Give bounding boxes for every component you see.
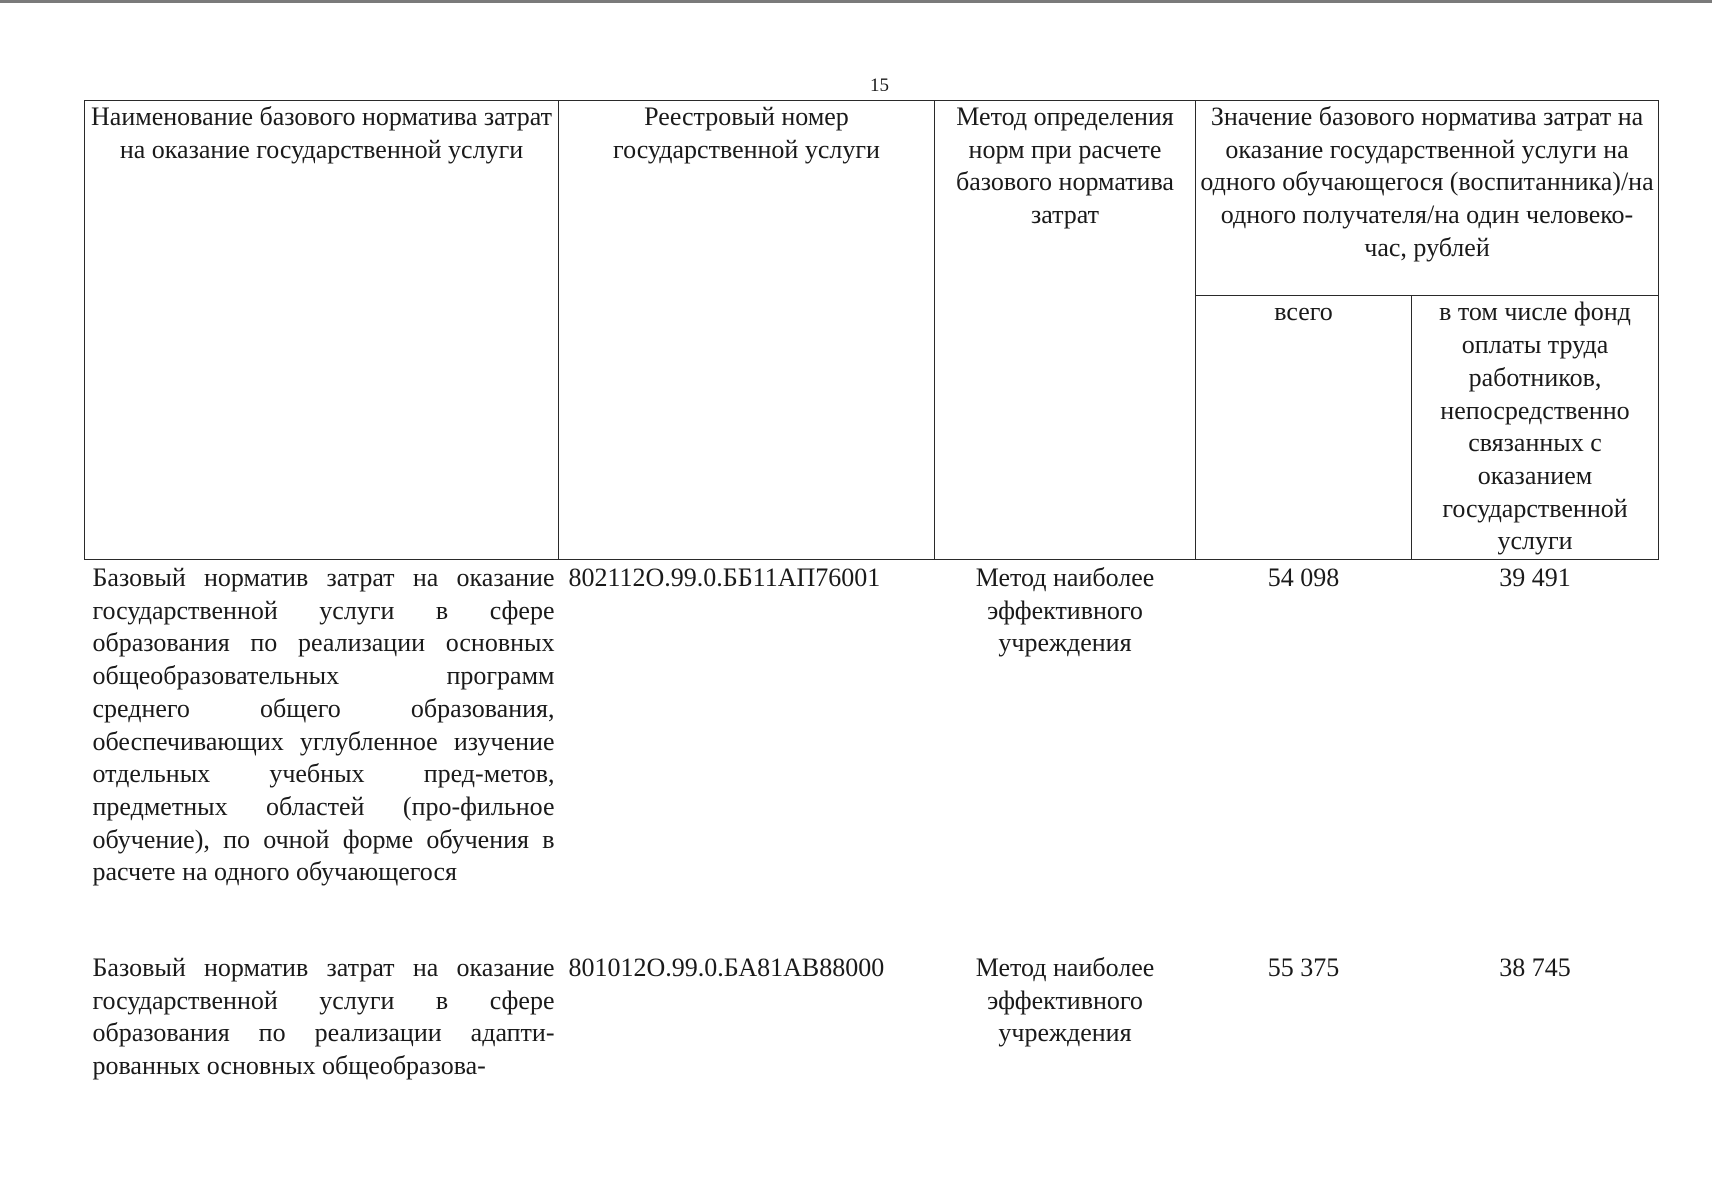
row-method: Метод наиболее эффективного учреждения: [975, 563, 1155, 658]
row-total: 55 375: [1267, 953, 1340, 982]
header-total: всего: [1196, 296, 1412, 560]
row-name: Базовый норматив затрат на оказание государственной услуги в сфере образования по реализации основных общеобразовательных программ среднего общего образования, обеспечивающих углубленное изучение отдельных учебных пред-метов, предметных областей (про-фильное обучение), по очной форме обучения в расчете на одного обучающегося: [92, 563, 555, 887]
scan-top-edge: [0, 0, 1712, 3]
base-cost-norms-table: [84, 100, 1659, 1083]
header-value-group: Значение базового норматива затрат на оказание государственной услуги на одного обучающегося (воспитанника)/на одного получателя/на один человеко-час, рублей: [1196, 101, 1659, 296]
row-registry-number: 802112О.99.0.ББ11АП76001: [568, 563, 881, 592]
row-method: Метод наиболее эффективного учреждения: [975, 953, 1155, 1048]
header-payroll: в том числе фонд оплаты труда работников, непосредственно связанных с оказанием государственной услуги: [1412, 296, 1659, 560]
table-row: [85, 560, 1659, 951]
row-payroll: 39 491: [1499, 563, 1571, 592]
row-name: Базовый норматив затрат на оказание государственной услуги в сфере образования по реализации адапти-рованных основных общеобразова-: [92, 953, 555, 1081]
row-registry-number: 801012О.99.0.БА81АВ88000: [568, 953, 885, 982]
header-name: Наименование базового норматива затрат на оказание государственной услуги: [85, 101, 559, 560]
header-registry-number: Реестровый номер государственной услуги: [559, 101, 935, 560]
header-method: Метод определения норм при расчете базового норматива затрат: [935, 101, 1196, 560]
page-number: 15: [870, 75, 889, 96]
row-payroll: 38 745: [1499, 953, 1571, 982]
row-total: 54 098: [1267, 563, 1340, 592]
table-row: [85, 950, 1659, 1083]
table-header-row: [85, 101, 1659, 296]
